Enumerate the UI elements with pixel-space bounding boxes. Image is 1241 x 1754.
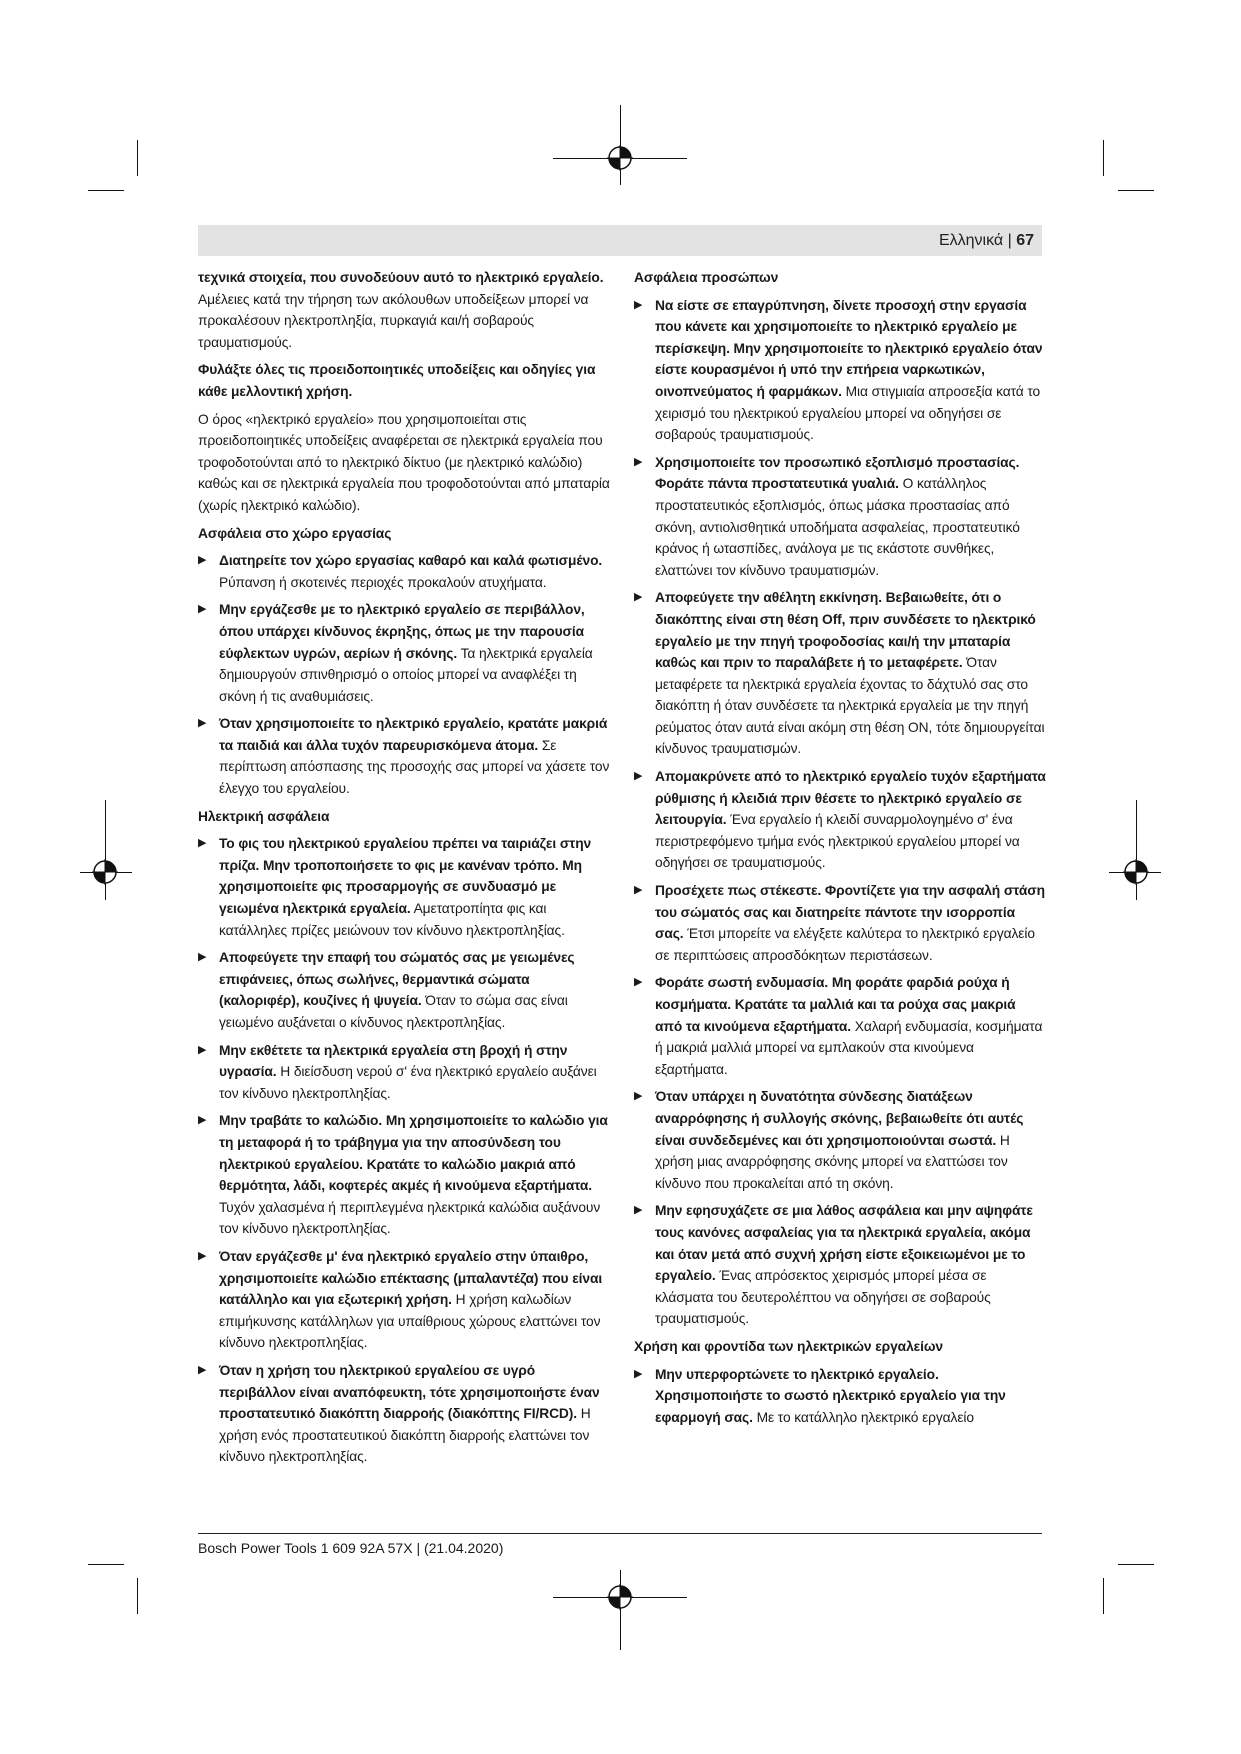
list-item <box>198 1360 610 1468</box>
item-text: Ρύπανση ή σκοτεινές περιοχές προκαλούν ατυχήματα. <box>219 574 547 590</box>
header-bar <box>198 225 1042 256</box>
item-text: Ο κατάλληλος προστατευτικός εξοπλισμός, όπως μάσκα προστασίας από σκόνη, αντιολισθητικά υποδήματα ασφαλείας, προστατευτικό κράνος ή ωτασπίδες, ανάλογα με τις εκάστοτε συνθήκες, ελαττώνει τον κίνδυνο τραυματισμών. <box>655 476 1020 578</box>
bullet-triangle-icon: ▶ <box>634 976 643 989</box>
item-bold: Απομακρύνετε από το ηλεκτρικό εργαλείο τυχόν εξαρτήματα ρύθμισης ή κλειδιά πριν θέσετε το ηλεκτρικό εργαλείο σε λειτουργία. <box>655 769 1046 828</box>
bullet-triangle-icon: ▶ <box>198 1114 207 1127</box>
list-item <box>198 833 610 941</box>
bullet-triangle-icon: ▶ <box>198 554 207 567</box>
bullet-triangle-icon: ▶ <box>198 603 207 616</box>
crop-mark <box>137 140 138 176</box>
item-text: Έτσι μπορείτε να ελέγξετε καλύτερα το ηλεκτρικό εργαλείο σε περιπτώσεις απροσδόκητων περιστάσεων. <box>655 926 1035 963</box>
right-column <box>634 267 1046 1434</box>
bullet-triangle-icon: ▶ <box>634 591 643 604</box>
list-item <box>198 713 610 799</box>
registration-line <box>620 1570 621 1650</box>
item-text: Η χρήση ενός προστατευτικού διακόπτη διαρροής ελαττώνει τον κίνδυνο ηλεκτροπληξίας. <box>219 1406 591 1465</box>
footer-text: Bosch Power Tools 1 609 92A 57X | (21.04.2020) <box>198 1540 504 1556</box>
item-text: Μια στιγμιαία απροσεξία κατά το χειρισμό του ηλεκτρικού εργαλείου μπορεί να οδηγήσει σε σοβαρούς τραυματισμούς. <box>655 383 1041 443</box>
item-bold: Διατηρείτε τον χώρο εργασίας καθαρό και καλά φωτισμένο. <box>219 553 603 569</box>
list-item <box>634 1200 1046 1330</box>
item-bold: Μην εφησυχάζετε σε μια λάθος ασφάλεια και μην αψηφάτε τους κανόνες ασφαλείας για τα ηλεκτρικά εργαλεία, ακόμα και όταν μετά από συχνή χρήση είστε εξοικειωμένοι με το εργαλείο. <box>655 1203 1033 1284</box>
item-bold: Όταν η χρήση του ηλεκτρικού εργαλείου σε υγρό περιβάλλον είναι αναπόφευκτη, τότε χρησιμοποιήστε έναν προστατευτικό διακόπτη διαρροής (διακόπτης FI/RCD). <box>219 1362 600 1422</box>
item-text: Η διείσδυση νερού σ' ένα ηλεκτρικό εργαλείο αυξάνει τον κίνδυνο ηλεκτροπληξίας. <box>219 1064 597 1101</box>
bullet-triangle-icon: ▶ <box>198 951 207 964</box>
bullet-triangle-icon: ▶ <box>634 884 643 897</box>
list-item <box>634 587 1046 760</box>
crop-mark <box>1103 140 1104 176</box>
item-bold: Όταν εργάζεσθε μ' ένα ηλεκτρικό εργαλείο στην ύπαιθρο, χρησιμοποιείτε καλώδιο επέκτασης (μπαλαντέζα) που είναι κατάλληλο και για εξωτερική χρήση. <box>219 1248 603 1308</box>
list-item <box>634 880 1046 966</box>
item-bold: Μην εργάζεσθε με το ηλεκτρικό εργαλείο σε περιβάλλον, όπου υπάρχει κίνδυνος έκρηξης, όπως με την παρουσία εύφλεκτων υγρών, αερίων ή σκόνης. <box>219 602 585 661</box>
list-item <box>198 1040 610 1105</box>
left-column <box>198 267 610 1474</box>
bullet-triangle-icon: ▶ <box>634 455 643 468</box>
bullet-triangle-icon: ▶ <box>198 837 207 850</box>
footer-rule <box>198 1533 1042 1534</box>
registration-target-icon <box>607 145 633 171</box>
item-text: Τυχόν χαλασμένα ή περιπλεγμένα ηλεκτρικά καλώδια αυξάνουν τον κίνδυνο ηλεκτροπληξίας. <box>219 1199 601 1237</box>
item-text: Με το κατάλληλο ηλεκτρικό εργαλείο <box>752 1409 974 1425</box>
header-language: Ελληνικά <box>938 232 1004 249</box>
page-header <box>939 229 1034 253</box>
item-bold: Μην εκθέτετε τα ηλεκτρικά εργαλεία στη βροχή ή στην υγρασία. <box>219 1042 568 1080</box>
registration-target-icon <box>607 1584 633 1610</box>
item-bold: Αποφεύγετε την αθέλητη εκκίνηση. Βεβαιωθείτε, ότι ο διακόπτης είναι στη θέση Off, πριν συνδέσετε το ηλεκτρικό εργαλείο με την πηγή τροφοδοσίας και/ή την μπαταρία καθώς και πριν το παραλάβετε ή το μεταφέρετε. <box>655 590 1036 671</box>
list-item <box>198 550 610 593</box>
item-bold: Φοράτε σωστή ενδυμασία. Μη φοράτε φαρδιά ρούχα ή κοσμήματα. Κρατάτε τα μαλλιά και τα ρούχα σας μακριά από τα κινούμενα εξαρτήματα. <box>655 975 1016 1034</box>
list-item <box>198 1110 610 1240</box>
section-heading-personal: Ασφάλεια προσώπων <box>634 270 779 285</box>
section-heading-workplace: Ασφάλεια στο χώρο εργασίας <box>198 525 392 541</box>
intro-paragraph <box>198 267 610 353</box>
item-bold: Μην τραβάτε το καλώδιο. Μη χρησιμοποιείτε το καλώδιο για τη μεταφορά ή το τράβηγμα για την αποσύνδεση του ηλεκτρικού εργαλείου. Κρατάτε το καλώδιο μακριά από θερμότητα, λάδι, κοφτερές ακμές ή κινούμενα εξαρτήματα. <box>219 1113 608 1194</box>
bullet-triangle-icon: ▶ <box>198 1249 207 1262</box>
item-bold: Αποφεύγετε την επαφή του σώματός σας με γειωμένες επιφάνειες, όπως σωλήνες, θερμαντικά σώματα (καλοριφέρ), κουζίνες ή ψυγεία. <box>219 950 575 1009</box>
item-text: Τα ηλεκτρικά εργαλεία δημιουργούν σπινθηρισμό ο οποίος μπορεί να αναφλέξει τη σκόνη ή τις αναθυμιάσεις. <box>219 645 593 704</box>
section-heading-electrical: Ηλεκτρική ασφάλεια <box>198 808 330 824</box>
registration-line <box>1136 800 1137 900</box>
list-item <box>198 1246 610 1354</box>
bullet-triangle-icon: ▶ <box>198 1043 207 1056</box>
bullet-triangle-icon: ▶ <box>634 1090 643 1103</box>
section-heading-use-care: Χρήση και φροντίδα των ηλεκτρικών εργαλείων <box>634 1338 943 1354</box>
crop-mark <box>1118 1564 1154 1565</box>
list-item <box>634 972 1046 1080</box>
item-text: Ένα εργαλείο ή κλειδί συναρμολογημένο σ' ένα περιστρεφόμενο τμήμα ενός ηλεκτρικού εργαλείου μπορεί να οδηγήσει σε τραυματισμούς. <box>655 812 1020 871</box>
item-text: Η χρήση μιας αναρρόφησης σκόνης μπορεί να ελαττώσει τον κίνδυνο που προκαλείται από τη σκόνη. <box>655 1132 1010 1191</box>
bullet-triangle-icon: ▶ <box>634 770 643 783</box>
bullet-triangle-icon: ▶ <box>634 298 643 311</box>
item-bold: Όταν υπάρχει η δυνατότητα σύνδεσης διατάξεων αναρρόφησης ή συλλογής σκόνης, βεβαιωθείτε ότι αυτές είναι συνδεδεμένες και ότι χρησιμοποιούνται σωστά. <box>655 1089 1024 1148</box>
keep-notice: Φυλάξτε όλες τις προειδοποιητικές υποδείξεις και οδηγίες για κάθε μελλοντική χρήση. <box>198 362 596 399</box>
page-number: 67 <box>1016 232 1034 249</box>
crop-mark <box>137 1578 138 1614</box>
item-bold: Μην υπερφορτώνετε το ηλεκτρικό εργαλείο. Χρησιμοποιήστε το σωστό ηλεκτρικό εργαλείο για την εφαρμογή σας. <box>655 1366 1006 1425</box>
item-text: Σε περίπτωση απόσπασης της προσοχής σας μπορεί να χάσετε τον έλεγχο του εργαλείου. <box>219 737 610 797</box>
registration-target-icon <box>1123 859 1149 885</box>
list-item <box>634 766 1046 874</box>
item-text: Χαλαρή ενδυμασία, κοσμήματα ή μακριά μαλλιά μπορεί να εμπλακούν στα κινούμενα εξαρτήματα. <box>655 1018 1043 1077</box>
intro-text: Αμέλειες κατά την τήρηση των ακόλουθων υποδείξεων μπορεί να προκαλέσουν ηλεκτροπληξία, πυρκαγιά και/ή σοβαρούς τραυματισμούς. <box>198 291 589 350</box>
bullet-triangle-icon: ▶ <box>634 1204 643 1217</box>
registration-line <box>105 800 106 900</box>
item-text: Όταν το σώμα σας είναι γειωμένο αυξάνεται ο κίνδυνος ηλεκτροπληξίας. <box>219 993 568 1030</box>
item-text: Όταν μεταφέρετε τα ηλεκτρικά εργαλεία έχοντας το δάχτυλό σας στο διακόπτη ή όταν συνδέσετε τα ηλεκτρικά εργαλεία με την πηγή ρεύματος όταν αυτά είναι ακόμη στη θέση ON, τότε δημιουργείται κίνδυνος τραυματισμών. <box>655 655 1045 757</box>
list-item <box>634 295 1046 446</box>
item-bold: Το φις του ηλεκτρικού εργαλείου πρέπει να ταιριάζει στην πρίζα. Μην τροποποιήσετε το φις με κανέναν τρόπο. Μη χρησιμοποιείτε φις προσαρμογής σε συνδυασμό με γειωμένα ηλεκτρικά εργαλεία. <box>219 836 592 917</box>
item-bold: Να είστε σε επαγρύπνηση, δίνετε προσοχή στην εργασία που κάνετε και χρησιμοποιείτε το ηλεκτρικό εργαλείο με περίσκεψη. Μην χρησιμοποιείτε το ηλεκτρικό εργαλείο όταν είστε κουρασμένοι ή υπό την επήρεια ναρκωτικών, οινοπνεύματος ή φαρμάκων. <box>655 297 1043 399</box>
item-text: Η χρήση καλωδίων επιμήκυνσης κατάλληλων για υπαίθριους χώρους ελαττώνει τον κίνδυνο ηλεκτροπληξίας. <box>219 1292 601 1351</box>
item-bold: Χρησιμοποιείτε τον προσωπικό εξοπλισμό προστασίας. Φοράτε πάντα προστατευτικά γυαλιά. <box>655 454 1020 492</box>
crop-mark <box>88 1564 124 1565</box>
registration-target-icon <box>92 859 118 885</box>
item-bold: Όταν χρησιμοποιείτε το ηλεκτρικό εργαλείο, κρατάτε μακριά τα παιδιά και άλλα τυχόν παρευρισκόμενα άτομα. <box>219 716 608 753</box>
header-separator: | <box>1007 232 1012 249</box>
intro-bold: τεχνικά στοιχεία, που συνοδεύουν αυτό το ηλεκτρικό εργαλείο. <box>198 270 604 285</box>
bullet-triangle-icon: ▶ <box>198 1363 207 1376</box>
list-item <box>198 599 610 707</box>
item-bold: Προσέχετε πως στέκεστε. Φροντίζετε για την ασφαλή στάση του σώματός σας και διατηρείτε πάντοτε την ισορροπία σας. <box>655 883 1045 942</box>
item-text: Ένας απρόσεκτος χειρισμός μπορεί μέσα σε κλάσματα του δευτερολέπτου να οδηγήσει σε σοβαρούς τραυματισμούς. <box>655 1268 991 1327</box>
crop-mark <box>1103 1578 1104 1614</box>
crop-mark <box>1118 190 1154 191</box>
list-item <box>634 1364 1046 1429</box>
list-item <box>198 947 610 1033</box>
term-paragraph: Ο όρος «ηλεκτρικό εργαλείο» που χρησιμοποιείται στις προειδοποιητικές υποδείξεις αναφέρεται σε ηλεκτρικά εργαλεία που τροφοδοτούνται από το ηλεκτρικό δίκτυο (με ηλεκτρικό καλώδιο) καθώς και σε ηλεκτρικά εργαλεία που τροφοδοτούνται από μπαταρία (χωρίς ηλεκτρικό καλώδιο). <box>198 411 610 513</box>
crop-mark <box>88 190 124 191</box>
item-text: Αμετατροπίητα φις και κατάλληλες πρίζες μειώνουν τον κίνδυνο ηλεκτροπληξίας. <box>219 901 565 938</box>
list-item <box>634 1086 1046 1194</box>
bullet-triangle-icon: ▶ <box>634 1367 643 1380</box>
list-item <box>634 452 1046 582</box>
bullet-triangle-icon: ▶ <box>198 717 207 730</box>
